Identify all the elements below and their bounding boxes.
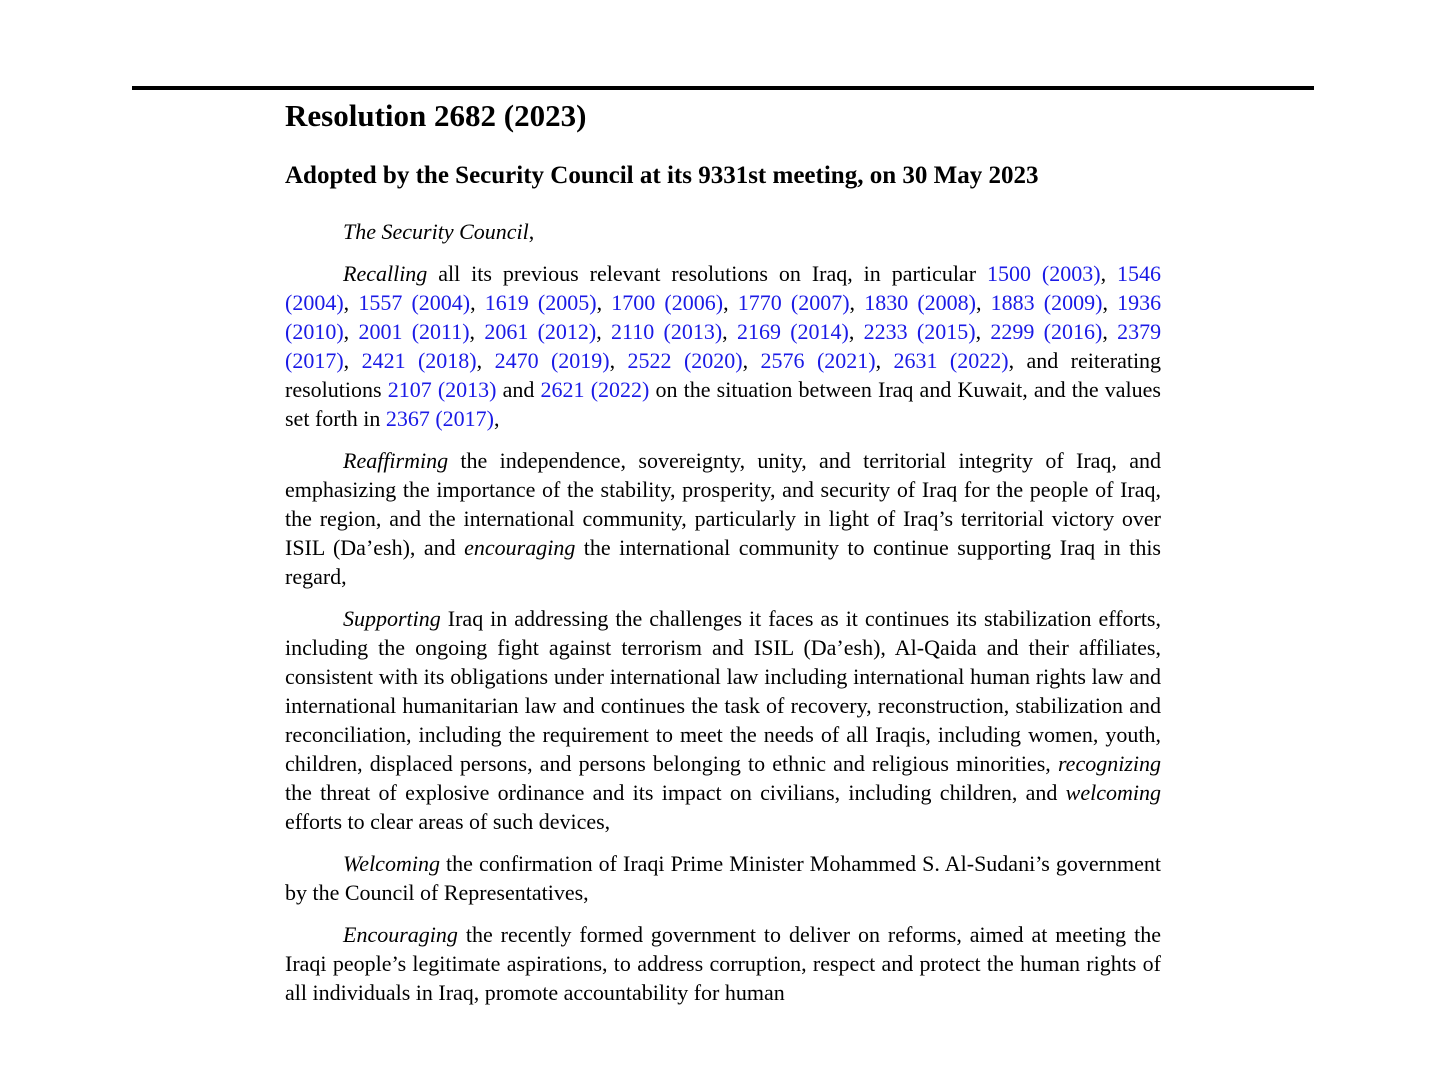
supporting-text3: efforts to clear areas of such devices, (285, 808, 611, 834)
resolution-link[interactable]: 1619 (2005) (484, 290, 597, 316)
ref-separator: , (609, 348, 628, 374)
opening-paragraph (285, 218, 1161, 247)
header-rule (132, 86, 1314, 90)
resolution-link[interactable]: 2621 (2022) (540, 377, 650, 403)
ref-separator: , (469, 319, 485, 345)
resolution-link[interactable]: 1500 (2003) (986, 261, 1101, 287)
resolution-link[interactable]: 2367 (2017) (385, 405, 494, 431)
ref-separator: , (723, 290, 738, 316)
welcoming-text1: the confirmation of Iraqi Prime Minister Mohammed S. Al-Sudani’s government by the Council of Representatives, (285, 851, 1161, 906)
ref-separator: , (875, 348, 894, 374)
ref-separator: , (343, 290, 359, 316)
resolution-link[interactable]: 2001 (2011) (358, 319, 470, 345)
resolution-link[interactable]: 2107 (2013) (387, 377, 497, 403)
ref-separator: , (596, 319, 612, 345)
resolution-title: Resolution 2682 (2023) (285, 98, 587, 133)
supporting-paragraph (285, 605, 1161, 836)
resolution-link[interactable]: 2522 (2020) (627, 348, 743, 374)
ref-separator: , (976, 290, 991, 316)
reaffirming-lead: Reaffirming (343, 448, 449, 474)
ref-separator: , (476, 348, 495, 374)
recalling-lead: Recalling (343, 261, 428, 287)
reaffirming-mid: encouraging (464, 535, 576, 561)
encouraging-text1: the recently formed government to deliver on reforms, aimed at meeting the Iraqi people’s legitimate aspirations, to address corruption, respect and protect the human rights of all individuals in Iraq, promote accountability for human (285, 922, 1161, 1006)
resolution-link[interactable]: 2576 (2021) (760, 348, 876, 374)
resolution-link[interactable]: 2470 (2019) (494, 348, 610, 374)
reaffirming-text1: the independence, sovereignty, unity, and territorial integrity of Iraq, and emphasizing the importance of the stability, prosperity, and security of Iraq for the people of Iraq, the region, and the international community, particularly in light of Iraq’s territorial victory over ISIL (Da’esh), and (285, 448, 1161, 561)
supporting-lead: Supporting (343, 606, 441, 632)
resolution-link[interactable]: 2110 (2013) (611, 319, 723, 345)
opening-italic: The Security Council (343, 219, 529, 244)
resolution-link[interactable]: 1883 (2009) (990, 290, 1103, 316)
ref-separator: , (848, 319, 864, 345)
ref-separator: , (343, 348, 362, 374)
resolution-link[interactable]: 2061 (2012) (484, 319, 597, 345)
welcoming-paragraph (285, 850, 1161, 908)
resolution-link[interactable]: 1770 (2007) (737, 290, 850, 316)
document-body (285, 96, 1161, 1008)
resolution-link[interactable]: 2421 (2018) (361, 348, 477, 374)
resolution-link[interactable]: 1546 (2004) (285, 261, 1162, 316)
ref-separator: , (722, 319, 737, 345)
resolution-link[interactable]: 2169 (2014) (736, 319, 849, 345)
resolution-link[interactable]: 1700 (2006) (611, 290, 724, 316)
reaffirming-text2: the international community to continue supporting Iraq in this regard, (285, 535, 1161, 589)
resolution-link[interactable]: 1830 (2008) (864, 290, 976, 316)
ref-separator: , (742, 348, 761, 374)
ref-separator: , (343, 319, 359, 345)
resolution-link[interactable]: 1936 (2010) (285, 290, 1162, 345)
supporting-mid2: welcoming (1065, 779, 1161, 805)
welcoming-lead: Welcoming (343, 851, 440, 877)
resolution-link[interactable]: 2379 (2017) (285, 319, 1162, 374)
recalling-paragraph (285, 260, 1161, 433)
reaffirming-paragraph (285, 447, 1161, 592)
ref-separator: , (849, 290, 865, 316)
ref-separator: , (596, 290, 612, 316)
resolution-link[interactable]: 2631 (2022) (893, 348, 1009, 374)
supporting-text1: Iraq in addressing the challenges it faces as it continues its stabilization efforts, including the ongoing fight against terrorism and ISIL (Da’esh), Al-Qaida and their affiliates, consistent with its obligations under international law including international human rights law and international humanitarian law and continues the task of recovery, reconstruction, stabilization and reconciliation, including the requirement to meet the needs of all Iraqis, including women, youth, children, displaced persons, and persons belonging to ethnic and religious minorities, (285, 606, 1161, 776)
ref-separator: , (975, 319, 991, 345)
ref-separator: , (1102, 319, 1118, 345)
encouraging-lead: Encouraging (343, 922, 458, 948)
recalling-text2: , and reiterating resolutions (285, 348, 1162, 403)
recalling-text3: on the situation between Iraq and Kuwait, and the values set forth in (285, 377, 1161, 431)
supporting-text2: the threat of explosive ordinance and its impact on civilians, including children, and (285, 779, 1066, 805)
ref-separator: , (1102, 290, 1118, 316)
resolution-link[interactable]: 2299 (2016) (990, 319, 1103, 345)
opening-tail: , (528, 219, 535, 244)
supporting-mid1: recognizing (1057, 750, 1161, 776)
resolution-link[interactable]: 1557 (2004) (358, 290, 471, 316)
recalling-end: , (493, 405, 500, 431)
encouraging-paragraph (285, 921, 1161, 1008)
adoption-subtitle: Adopted by the Security Council at its 9331st meeting, on 30 May 2023 (285, 162, 1039, 189)
recalling-text1: all its previous relevant resolutions on Iraq, in particular (427, 261, 987, 287)
resolution-link[interactable]: 2233 (2015) (863, 319, 976, 345)
ref-separator: , (470, 290, 485, 316)
recalling-and: and (496, 377, 541, 403)
ref-separator: , (1100, 261, 1118, 287)
